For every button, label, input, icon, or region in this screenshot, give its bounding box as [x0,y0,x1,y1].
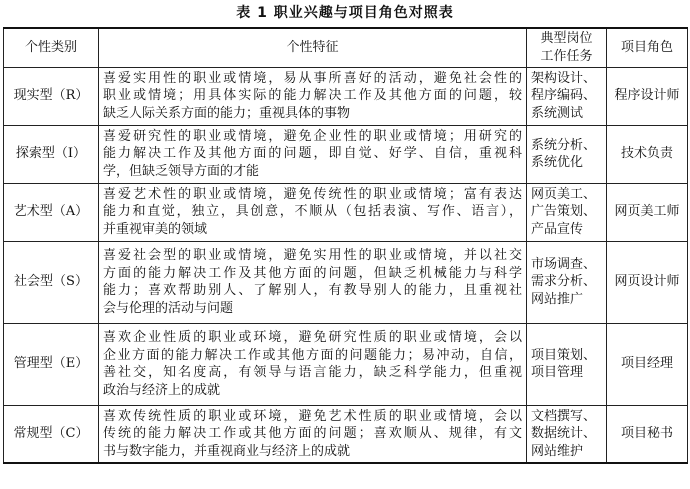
cell-traits [99,183,527,241]
jobs-line: 需求分析、 [531,274,597,290]
jobs-line: 系统优化 [531,155,584,170]
traits-line: 缺乏人际关系方面的能力；重视具体的事物 [103,105,351,121]
header-type: 个性类别 [4,28,99,67]
header-role: 项目角色 [607,28,688,67]
traits-line: 能力；喜欢帮助别人、了解别人，有教导别人的能力，且重视社 [103,283,522,298]
cell-type: 常规型（C） [4,405,99,463]
cell-jobs [527,125,607,183]
table-row [4,125,688,183]
jobs-line: 项目管理 [531,365,584,380]
cell-jobs [527,67,607,125]
traits-line: 会与伦理的活动与问题 [103,300,234,316]
cell-jobs [527,405,607,463]
traits-line: 能力和直觉，独立，具创意，不顺从（包括表演、写作、语言）， [103,204,522,220]
header-row [4,28,688,67]
table-row [4,323,688,405]
traits-line: 企业方面的能力解决工作或其他方面的问题能力；易冲动，自信， [103,347,522,363]
cell-role: 项目秘书 [607,405,688,463]
traits-line: 喜爱艺术性的职业或情境，避免传统性的职业或情境；富有表达 [103,186,522,202]
traits-line: 书与数字能力，并重视商业与经济上的成就 [103,443,351,459]
cell-type: 艺术型（A） [4,183,99,241]
cell-traits [99,241,527,323]
header-jobs-line: 工作任务 [540,48,593,64]
cell-jobs [527,183,607,241]
traits-line: 喜爱社会型的职业或情境，避免实用性的职业或情境，并以社交 [103,248,522,263]
traits-line: 政治与经济上的成就 [103,382,221,398]
jobs-line: 网站维护 [531,443,584,459]
cell-role: 网页美工师 [607,183,688,241]
jobs-line: 网站推广 [531,291,584,307]
jobs-line: 产品宣传 [531,221,584,237]
cell-type: 探索型（I） [4,125,99,183]
jobs-line: 广告策划、 [531,204,597,220]
cell-jobs [527,241,607,323]
table-row [4,183,688,241]
jobs-line: 数据统计、 [531,426,597,441]
jobs-line: 系统分析、 [531,137,597,153]
traits-line: 并重视审美的领域 [103,221,208,237]
jobs-line: 文档撰写、 [531,408,597,424]
cell-role: 技术负责 [607,125,688,183]
traits-line: 喜欢传统性质的职业或环境，避免艺术性质的职业或情境，会以 [103,408,522,424]
table-row [4,241,688,323]
traits-line: 能力解决工作及其他方面的问题，即自觉、好学、自信，重视科 [103,146,522,162]
jobs-line: 网页美工、 [531,186,597,202]
cell-traits [99,323,527,405]
cell-role: 网页设计师 [607,241,688,323]
header-jobs-line: 典型岗位 [540,31,593,47]
traits-line: 职业或情境；用具体实际的能力解决工作及其他方面的问题，较 [103,88,522,104]
traits-line: 传统的能力解决工作或其他方面的问题；喜欢顺从、规律，有文 [103,426,522,441]
cell-role: 项目经理 [607,323,688,405]
traits-line: 喜爱实用性的职业或情境，易从事所喜好的活动，避免社会性的 [103,70,522,86]
traits-line: 善社交，知名度高，有领导与语言能力，缺乏科学能力，但重视 [103,365,522,380]
cell-traits [99,125,527,183]
cell-type: 管理型（E） [4,323,99,405]
table-caption: 表 1 职业兴趣与项目角色对照表 [236,5,454,21]
jobs-line: 项目策划、 [531,347,597,363]
traits-line: 学，但缺乏领导方面的才能 [103,163,260,179]
cell-role: 程序设计师 [607,67,688,125]
cell-type: 社会型（S） [4,241,99,323]
jobs-line: 市场调查、 [531,256,597,272]
cell-type: 现实型（R） [4,67,99,125]
jobs-line: 架构设计、 [531,70,597,86]
cell-traits [99,67,527,125]
cell-traits [99,405,527,463]
table-row [4,67,688,125]
comparison-table [3,27,688,464]
table-row [4,405,688,463]
traits-line: 方面的能力解决工作及其他方面的问题，但缺乏机械能力与科学 [103,265,522,281]
header-jobs [527,28,607,67]
jobs-line: 程序编码、 [531,88,597,104]
cell-jobs [527,323,607,405]
traits-line: 喜爱研究性的职业或情境，避免企业性的职业或情境；用研究的 [103,128,522,144]
traits-line: 喜欢企业性质的职业或环境，避免研究性质的职业或情境，会以 [103,330,522,345]
header-traits: 个性特征 [99,28,527,67]
jobs-line: 系统测试 [531,105,584,121]
